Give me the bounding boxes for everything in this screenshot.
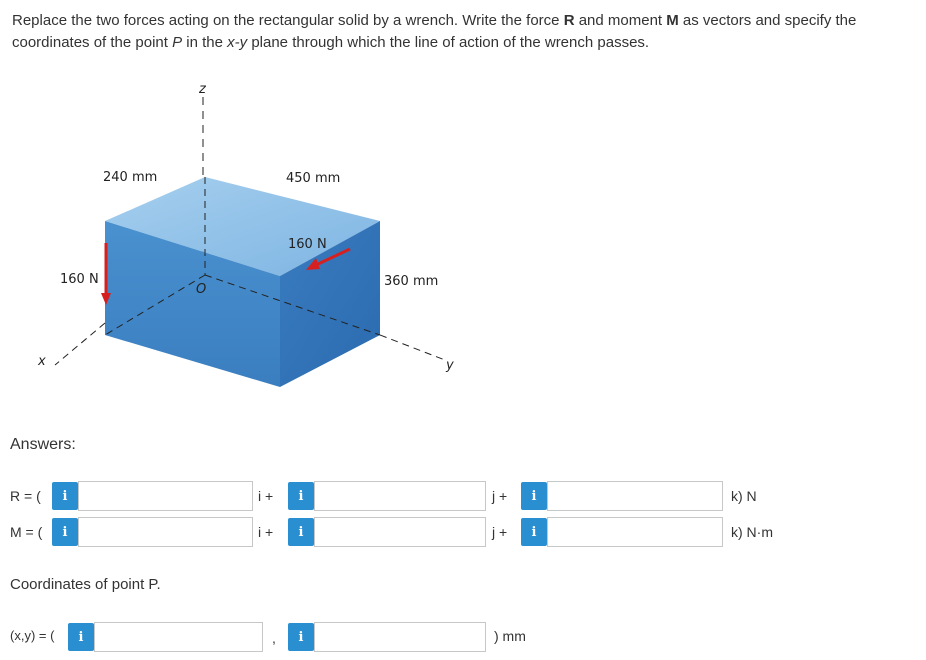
- force-left-label: 160 N: [60, 272, 99, 287]
- r-k-unit: k) N: [731, 488, 757, 504]
- rectangular-solid-figure: [0, 75, 520, 395]
- y-axis: [380, 335, 445, 360]
- m-i-info-icon[interactable]: i: [52, 518, 78, 546]
- dim-240-label: 240 mm: [103, 170, 158, 185]
- y-axis-label: y: [446, 358, 454, 373]
- dim-360-label: 360 mm: [384, 274, 439, 289]
- m-k-unit: k) N·m: [731, 524, 773, 540]
- m-j-unit: j +: [492, 524, 508, 540]
- answers-heading: Answers:: [10, 436, 76, 453]
- m-i-unit: i +: [258, 524, 274, 540]
- r-j-unit: j +: [492, 488, 508, 504]
- r-i-input[interactable]: [78, 481, 253, 511]
- question-text: Replace the two forces acting on the rectangular solid by a wrench. Write the force R and moment M as vectors and specify the coordinates of the point P in the x-y plane through which the line of action of the wrench passes.: [12, 12, 857, 51]
- r-k-input[interactable]: [547, 481, 723, 511]
- x-axis-label: x: [38, 354, 46, 369]
- r-j-input[interactable]: [314, 481, 486, 511]
- coordinates-heading: Coordinates of point P.: [10, 576, 161, 593]
- m-k-input[interactable]: [547, 517, 723, 547]
- xy-row-label: (x,y) = (: [10, 628, 55, 643]
- r-i-info-icon[interactable]: i: [52, 482, 78, 510]
- y-coordinate-input[interactable]: [314, 622, 486, 652]
- r-j-info-icon[interactable]: i: [288, 482, 314, 510]
- m-row-label: M = (: [10, 524, 43, 540]
- m-i-input[interactable]: [78, 517, 253, 547]
- m-j-info-icon[interactable]: i: [288, 518, 314, 546]
- origin-label: O: [196, 282, 207, 297]
- y-info-icon[interactable]: i: [288, 623, 314, 651]
- z-axis-label: z: [199, 82, 206, 97]
- m-j-input[interactable]: [314, 517, 486, 547]
- x-coordinate-input[interactable]: [94, 622, 263, 652]
- xy-unit: ) mm: [494, 628, 526, 644]
- force-top-label: 160 N: [288, 237, 327, 252]
- x-info-icon[interactable]: i: [68, 623, 94, 651]
- r-k-info-icon[interactable]: i: [521, 482, 547, 510]
- m-k-info-icon[interactable]: i: [521, 518, 547, 546]
- r-i-unit: i +: [258, 488, 274, 504]
- dim-450-label: 450 mm: [286, 171, 341, 186]
- r-row-label: R = (: [10, 488, 41, 504]
- xy-comma: ,: [272, 630, 276, 646]
- x-axis: [55, 323, 105, 365]
